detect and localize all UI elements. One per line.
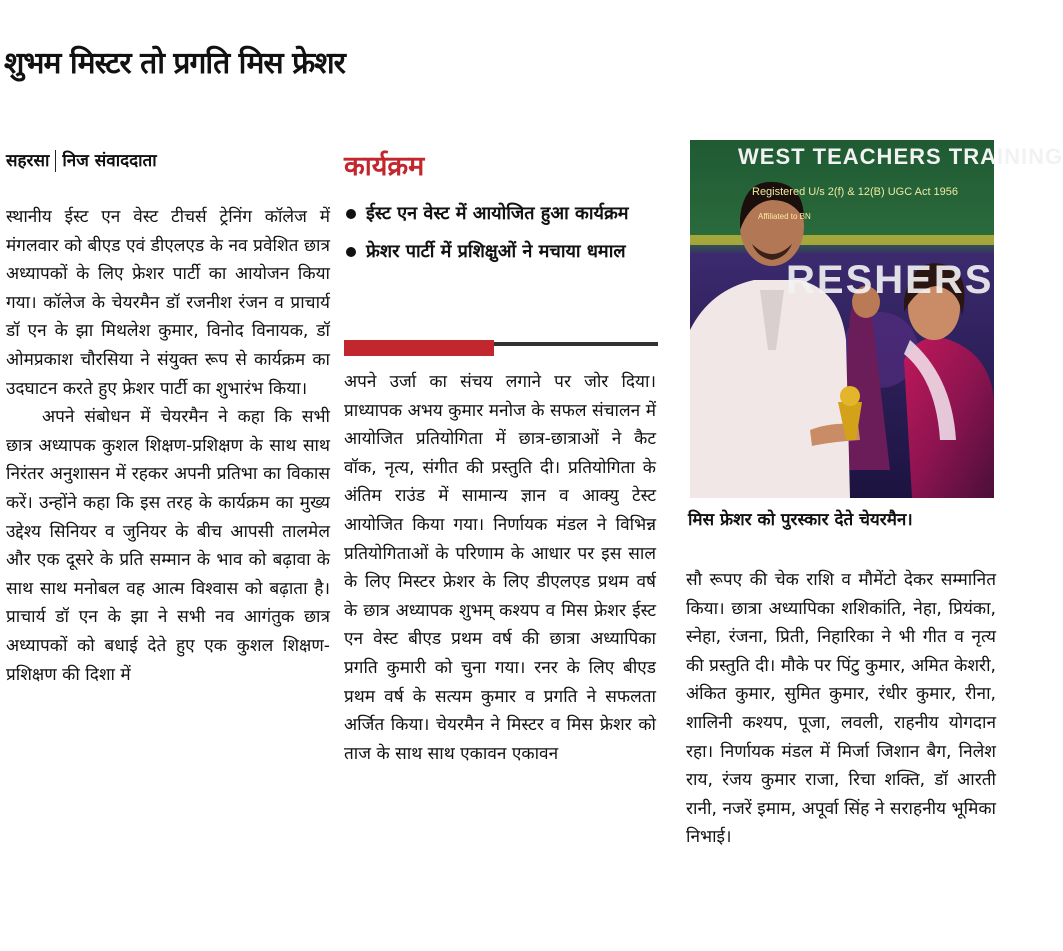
- byline-reporter: निज संवाददाता: [62, 151, 157, 171]
- byline-separator: [55, 150, 56, 172]
- photo-caption: मिस फ्रेशर को पुरस्कार देते चेयरमैन।: [688, 510, 913, 530]
- banner-subtext-2: Affiliated to BN: [758, 212, 811, 221]
- article-column-1: [6, 203, 330, 689]
- byline-place: सहरसा: [6, 151, 50, 171]
- paragraph: सौ रूपए की चेक राशि व मौमेंटो देकर सम्मानित किया। छात्रा अध्यापिका शशिकांति, नेहा, प्रियंका, स्नेहा, रंजना, प्रिती, निहारिका ने भी गीत व नृत्य की प्रस्तुति दी। मौके पर पिंटु कुमार, अमित केशरी, अंकित कुमार, सुमित कुमार, रंधीर कुमार, रीना, शालिनी कश्यप, पूजा, लवली, राहनीय योगदान रहा। निर्णायक मंडल में मिर्जा जिशान बैग, निलेश राय, रंजय कुमार राजा, रिचा शक्ति, डॉ आरती रानी, नजरें इमाम, अपूर्वा सिंह ने सराहनीय भूमिका निभाई।: [686, 570, 996, 848]
- article-column-3: [686, 566, 996, 852]
- paragraph: अपने संबोधन में चेयरमैन ने कहा कि सभी छात्र अध्यापक कुशल शिक्षण-प्रशिक्षण के साथ साथ निरंतर अनुशासन में रहकर अपनी प्रतिभा का विकास करें। उन्होंने कहा कि इस तरह के कार्यक्रम का मुख्य उद्देश्य सिनियर व जुनियर के बीच आपसी तालमेल और एक दूसरे के प्रति सम्मान के भाव को बढ़ावा के साथ साथ मनोबल वह आत्म विश्वास को बढ़ाता है। प्राचार्य डॉ एन के झा ने सभी नव आगंतुक छात्र अध्यापकों को बधाई देते हुए एक कुशल शिक्षण-प्रशिक्षण की दिशा में: [6, 407, 330, 685]
- paragraph: अपने उर्जा का संचय लगाने पर जोर दिया। प्राध्यापक अभय कुमार मनोज के सफल संचालन में आयोजित प्रतियोगिता में छात्र-छात्राओं ने कैट वॉक, नृत्य, संगीत की प्रस्तुति दी। प्रतियोगिता के अंतिम राउंड में सामान्य ज्ञान व आक्यु टेस्ट आयोजित किया गया। निर्णायक मंडल ने विभिन्न प्रतियोगिताओं के परिणाम के आधार पर इस साल के लिए मिस्टर फ्रेशर के लिए डीएलएड प्रथम वर्ष के छात्र अध्यापक शुभम् कश्यप व मिस फ्रेशर ईस्ट एन वेस्ट बीएड प्रथम वर्ष की छात्रा अध्यापिका प्रगति कुमारी को चुना गया। रनर के लिए बीएड प्रथम वर्ष के सत्यम कुमार व प्रगति ने सफलता अर्जित किया। चेयरमैन ने मिस्टर व मिस फ्रेशर को ताज के साथ साथ एकावन एकावन: [344, 372, 656, 764]
- article-column-2: [344, 368, 656, 768]
- byline: [6, 148, 157, 172]
- highlight-item: फ्रेशर पार्टी में प्रशिक्षुओं ने मचाया धमाल: [344, 238, 660, 266]
- headline: शुभम मिस्टर तो प्रगति मिस फ्रेशर: [4, 46, 345, 81]
- highlight-item: ईस्ट एन वेस्ट में आयोजित हुआ कार्यक्रम: [344, 200, 660, 228]
- divider-accent: [344, 340, 494, 356]
- banner-text: WEST TEACHERS TRAINING: [738, 144, 1063, 169]
- news-photo: [690, 140, 1063, 498]
- banner-subtext: Registered U/s 2(f) & 12(B) UGC Act 1956: [752, 186, 959, 198]
- highlights-list: [344, 200, 660, 276]
- backdrop-text: RESHERS: [786, 258, 994, 302]
- section-label: कार्यक्रम: [344, 151, 425, 182]
- paragraph: स्थानीय ईस्ट एन वेस्ट टीचर्स ट्रेनिंग कॉलेज में मंगलवार को बीएड एवं डीएलएड के नव प्रवेशित छात्र अध्यापकों के लिए फ्रेशर पार्टी का आयोजन किया गया। कॉलेज के चेयरमैन डॉ रजनीश रंजन व प्राचार्य डॉ एन के झा मिथलेश कुमार, विनोद विनायक, डॉ ओमप्रकाश चौरसिया ने संयुक्त रूप से कार्यक्रम का उदघाटन करते हुए फ्रेशर पार्टी का शुभारंभ किया।: [6, 207, 330, 399]
